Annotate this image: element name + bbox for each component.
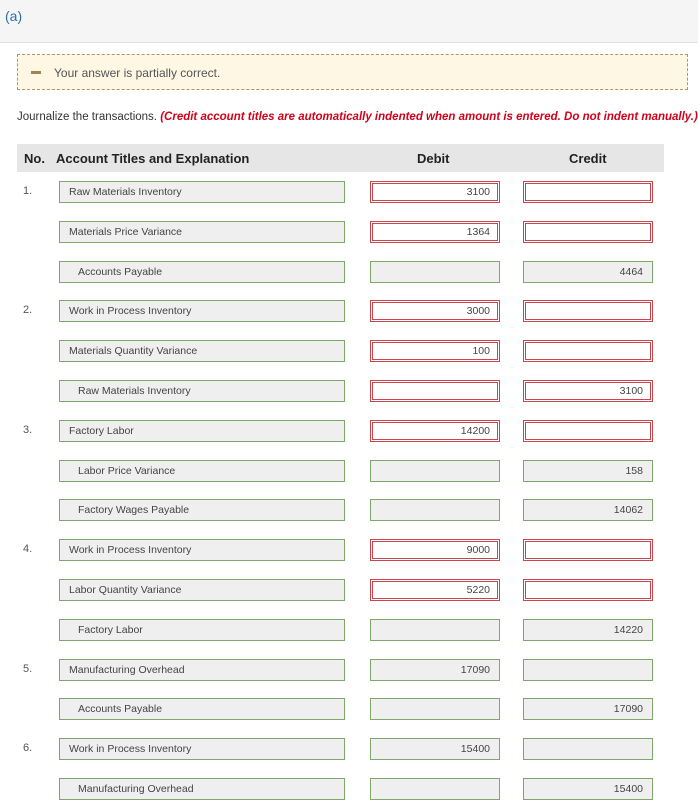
account-title-field[interactable]: Labor Quantity Variance [59,579,345,601]
account-title-field[interactable]: Raw Materials Inventory [59,380,345,402]
credit-field[interactable]: 15400 [523,778,653,800]
debit-field[interactable]: 3000 [370,300,500,322]
credit-field[interactable] [523,340,653,362]
part-label: (a) [5,8,23,24]
debit-field[interactable] [370,619,500,641]
debit-field[interactable] [370,460,500,482]
credit-field[interactable] [523,181,653,203]
header-no: No. [24,151,45,166]
credit-field[interactable] [523,420,653,442]
debit-field[interactable]: 5220 [370,579,500,601]
header-account: Account Titles and Explanation [56,151,250,166]
instructions-main: Journalize the transactions. [17,111,157,123]
entry-number: 5. [23,662,33,675]
credit-field[interactable]: 158 [523,460,653,482]
credit-field[interactable] [523,221,653,243]
credit-field[interactable] [523,300,653,322]
account-title-field[interactable]: Factory Labor [59,420,345,442]
account-title-field[interactable]: Materials Price Variance [59,221,345,243]
credit-field[interactable]: 4464 [523,261,653,283]
debit-field[interactable] [370,261,500,283]
account-title-field[interactable]: Work in Process Inventory [59,738,345,760]
account-title-field[interactable]: Work in Process Inventory [59,300,345,322]
entry-number: 6. [23,742,33,755]
credit-field[interactable] [523,539,653,561]
debit-field[interactable]: 9000 [370,539,500,561]
debit-field[interactable] [370,698,500,720]
instructions [17,111,698,123]
debit-field[interactable]: 17090 [370,659,500,681]
account-title-field[interactable]: Manufacturing Overhead [59,778,345,800]
account-title-field[interactable]: Raw Materials Inventory [59,181,345,203]
entry-number: 1. [23,185,33,197]
debit-field[interactable] [370,499,500,521]
credit-field[interactable]: 14062 [523,499,653,521]
header-credit: Credit [569,151,607,166]
account-title-field[interactable]: Factory Wages Payable [59,499,345,521]
status-text: Your answer is partially correct. [54,66,221,80]
credit-field[interactable] [523,659,653,681]
account-title-field[interactable]: Accounts Payable [59,698,345,720]
debit-field[interactable]: 14200 [370,420,500,442]
journal-table-header [17,144,664,172]
debit-field[interactable]: 100 [370,340,500,362]
credit-field[interactable]: 17090 [523,698,653,720]
part-header [0,0,698,43]
debit-field[interactable] [370,380,500,402]
credit-field[interactable] [523,738,653,760]
debit-field[interactable]: 15400 [370,738,500,760]
credit-field[interactable]: 3100 [523,380,653,402]
account-title-field[interactable]: Manufacturing Overhead [59,659,345,681]
credit-field[interactable] [523,579,653,601]
account-title-field[interactable]: Materials Quantity Variance [59,340,345,362]
credit-field[interactable]: 14220 [523,619,653,641]
partial-correct-icon [31,71,41,74]
debit-field[interactable]: 1364 [370,221,500,243]
debit-field[interactable]: 3100 [370,181,500,203]
account-title-field[interactable]: Accounts Payable [59,261,345,283]
entry-number: 2. [23,304,33,317]
status-banner [17,54,688,90]
instructions-note: (Credit account titles are automatically indented when amount is entered. Do not indent manually.) [160,111,698,123]
header-debit: Debit [417,151,450,166]
account-title-field[interactable]: Factory Labor [59,619,345,641]
entry-number: 4. [23,543,33,556]
entry-number: 3. [23,423,33,436]
account-title-field[interactable]: Work in Process Inventory [59,539,345,561]
account-title-field[interactable]: Labor Price Variance [59,460,345,482]
debit-field[interactable] [370,778,500,800]
